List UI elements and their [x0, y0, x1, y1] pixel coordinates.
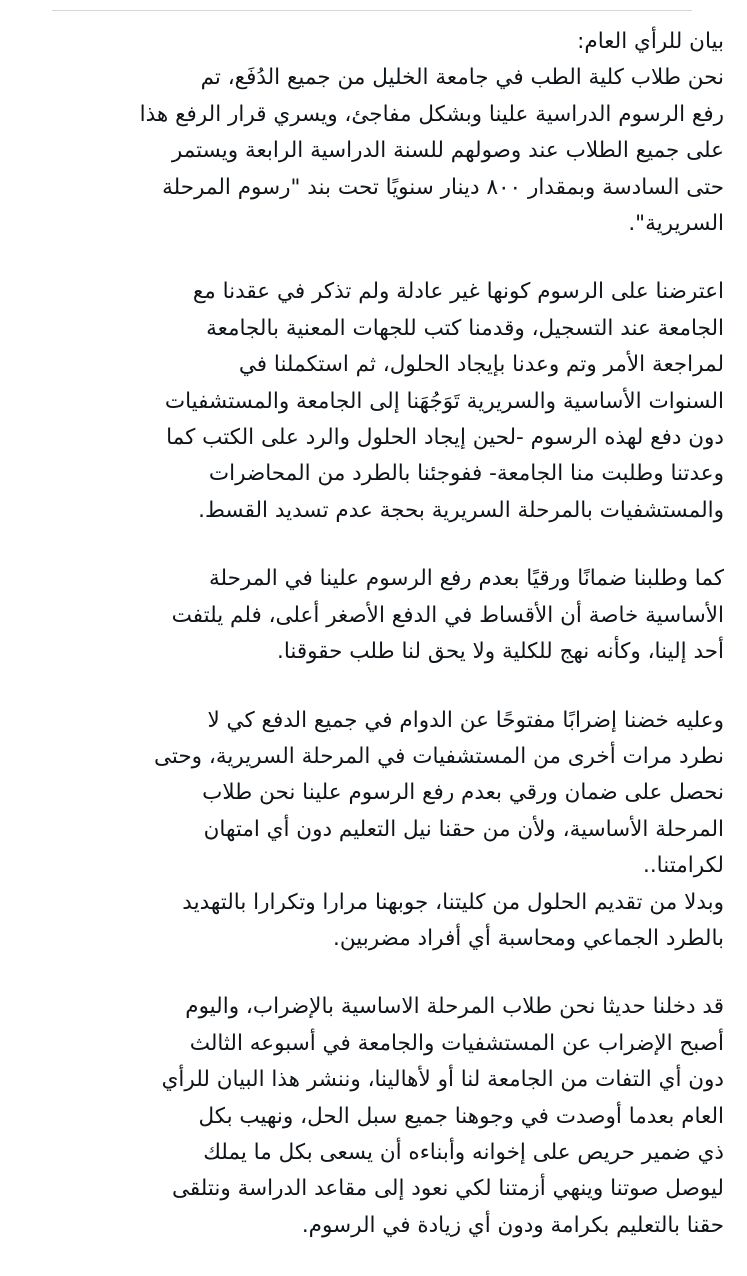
text-line: والمستشفيات بالمرحلة السريرية بحجة عدم تسديد القسط. — [198, 497, 724, 523]
text-line: دون أي التفات من الجامعة لنا أو لأهالينا، وننشر هذا البيان للرأي — [161, 1067, 724, 1093]
paragraph-intro — [32, 24, 724, 242]
text-line: وبدلا من تقديم الحلول من كليتنا، جوبهنا مرارا وتكرارا بالتهديد — [182, 889, 724, 915]
text-line: على جميع الطلاب عند وصولهم للسنة الدراسية الرابعة ويستمر — [171, 138, 724, 164]
text-line: السريرية". — [628, 211, 724, 237]
text-line: دون دفع لهذه الرسوم -لحين إيجاد الحلول والرد على الكتب كما — [166, 425, 724, 451]
text-line: وعدتنا وطلبت منا الجامعة- ففوجئنا بالطرد من المحاضرات — [208, 461, 724, 487]
text-line: لمراجعة الأمر وتم وعدنا بإيجاد الحلول، ثم استكملنا في — [238, 352, 724, 378]
text-line: أحد إلينا، وكأنه نهج للكلية ولا يحق لنا طلب حقوقنا. — [277, 639, 724, 665]
paragraph-guarantee — [32, 561, 724, 670]
paragraph-strike — [32, 703, 724, 958]
text-line: اعترضنا على الرسوم كونها غير عادلة ولم تذكر في عقدنا مع — [192, 279, 724, 305]
text-line: ليوصل صوتنا وينهي أزمتنا لكي نعود إلى مقاعد الدراسة ونتلقى — [171, 1176, 724, 1202]
post-text — [32, 24, 724, 1276]
text-line: رفع الرسوم الدراسية علينا وبشكل مفاجئ، ويسري قرار الرفع هذا — [139, 101, 724, 127]
text-line: نطرد مرات أخرى من المستشفيات في المرحلة السريرية، وحتى — [153, 743, 724, 769]
text-line: السنوات الأساسية والسريرية تَوَجُهَنا إلى الجامعة والمستشفيات — [164, 388, 724, 414]
text-line: كما وطلبنا ضمانًا ورقيًا بعدم رفع الرسوم علينا في المرحلة — [208, 566, 724, 592]
paragraph-appeal — [32, 989, 724, 1244]
text-line: المرحلة الأساسية، ولأن من حقنا نيل التعليم دون أي امتهان — [203, 816, 724, 842]
text-line: بالطرد الجماعي ومحاسبة أي أفراد مضربين. — [333, 925, 724, 951]
top-divider — [52, 10, 692, 11]
text-line: حقنا بالتعليم بكرامة ودون أي زيادة في الرسوم. — [301, 1212, 724, 1238]
text-line: الجامعة عند التسجيل، وقدمنا كتب للجهات المعنية بالجامعة — [206, 315, 724, 341]
text-line: ذي ضمير حريص على إخوانه وأبناءه أن يسعى بكل ما يملك — [203, 1139, 724, 1165]
text-line: لكرامتنا.. — [643, 853, 724, 879]
text-line: نحن طلاب كلية الطب في جامعة الخليل من جميع الدُفَع، تم — [200, 65, 724, 91]
text-line: قد دخلنا حديثا نحن طلاب المرحلة الاساسية بالإضراب، واليوم — [185, 994, 724, 1020]
statement-heading: بيان للرأي العام: — [577, 29, 724, 54]
text-line: أصبح الإضراب عن المستشفيات والجامعة في أسبوعه الثالث — [189, 1030, 724, 1056]
text-line: حتى السادسة وبمقدار ٨٠٠ دينار سنويًا تحت بند "رسوم المرحلة — [162, 174, 724, 200]
paragraph-objection — [32, 274, 724, 529]
text-line: وعليه خضنا إضرابًا مفتوحًا عن الدوام في جميع الدفع كي لا — [207, 707, 724, 733]
text-line: نحصل على ضمان ورقي بعدم رفع الرسوم علينا نحن طلاب — [202, 780, 724, 806]
text-line: العام بعدما أوصدت في وجوهنا جميع سبل الحل، ونهيب بكل — [198, 1103, 724, 1129]
text-line: الأساسية خاصة أن الأقساط في الدفع الأصغر أعلى، فلم يلتفت — [171, 602, 724, 628]
